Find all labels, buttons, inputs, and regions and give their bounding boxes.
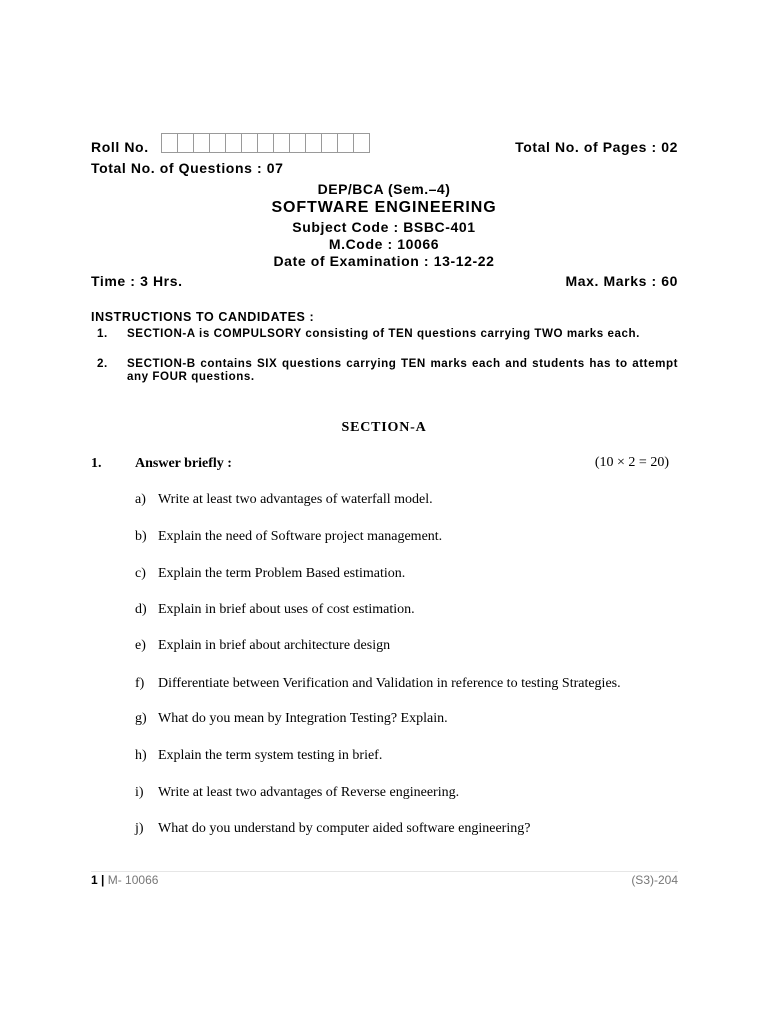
footer-divider: [91, 871, 678, 872]
sub-question-text: Explain in brief about architecture design: [158, 638, 391, 653]
page-number: 1: [91, 873, 98, 887]
roll-number-box: [161, 133, 178, 153]
roll-number-box: [225, 133, 242, 153]
sub-question-text: What do you mean by Integration Testing? Explain.: [158, 711, 448, 726]
course-name: DEP/BCA (Sem.–4): [317, 181, 451, 197]
sub-question-f: [135, 676, 621, 692]
roll-number-box: [321, 133, 338, 153]
sub-question-letter: c): [135, 566, 146, 581]
total-pages: Total No. of Pages : 02: [515, 139, 678, 155]
subject-title: SOFTWARE ENGINEERING: [271, 199, 497, 216]
footer-right-code: (S3)-204: [631, 873, 678, 887]
instruction-text: SECTION-A is COMPULSORY consisting of TEN questions carrying TWO marks each.: [127, 327, 640, 340]
section-a-heading: SECTION-A: [341, 420, 427, 435]
sub-question-text: Explain the term Problem Based estimation.: [158, 566, 406, 581]
question-marks: (10 × 2 = 20): [594, 455, 669, 470]
instruction-number: 2.: [97, 357, 108, 370]
sub-question-text: Differentiate between Verification and Validation in reference to testing Strategies.: [158, 676, 621, 691]
question-text: Answer briefly :: [135, 456, 232, 471]
sub-question-letter: j): [135, 821, 144, 836]
sub-question-letter: g): [135, 711, 147, 726]
footer-separator: |: [101, 873, 105, 887]
sub-question-b: [135, 529, 442, 545]
roll-number-box: [257, 133, 274, 153]
sub-question-text: Explain the term system testing in brief.: [158, 748, 383, 763]
sub-question-e: [135, 638, 390, 654]
sub-question-letter: f): [135, 676, 145, 691]
roll-number-box: [193, 133, 210, 153]
sub-question-text: What do you understand by computer aided software engineering?: [158, 821, 531, 836]
roll-number-box: [273, 133, 290, 153]
roll-number-box: [337, 133, 354, 153]
sub-question-text: Write at least two advantages of waterfall model.: [158, 492, 433, 507]
sub-question-text: Write at least two advantages of Reverse engineering.: [158, 785, 460, 800]
total-questions: Total No. of Questions : 07: [91, 160, 284, 176]
roll-number-box: [305, 133, 322, 153]
roll-number-box: [289, 133, 306, 153]
footer-code: M- 10066: [107, 873, 159, 887]
question-number: 1.: [91, 456, 102, 471]
exam-time: Time : 3 Hrs.: [91, 273, 183, 289]
sub-question-j: [135, 821, 530, 837]
sub-question-letter: b): [135, 529, 147, 544]
instructions-title: INSTRUCTIONS TO CANDIDATES :: [91, 310, 315, 324]
sub-question-h: [135, 748, 382, 764]
instruction-item: [91, 357, 678, 383]
sub-question-d: [135, 602, 415, 618]
roll-number-label: Roll No.: [91, 139, 149, 155]
sub-question-letter: i): [135, 785, 144, 800]
subject-code: Subject Code : BSBC-401: [292, 219, 476, 235]
sub-question-letter: d): [135, 602, 147, 617]
sub-question-i: [135, 785, 459, 801]
max-marks: Max. Marks : 60: [565, 273, 678, 289]
sub-question-text: Explain in brief about uses of cost estimation.: [158, 602, 415, 617]
sub-question-a: [135, 492, 433, 508]
sub-question-letter: e): [135, 638, 146, 653]
sub-question-letter: h): [135, 748, 147, 763]
footer-page-info: [91, 873, 158, 887]
roll-number-boxes: [161, 133, 369, 153]
instruction-number: 1.: [97, 327, 108, 340]
roll-number-box: [353, 133, 370, 153]
roll-number-box: [209, 133, 226, 153]
roll-number-box: [241, 133, 258, 153]
sub-question-c: [135, 566, 405, 582]
exam-date: Date of Examination : 13-12-22: [273, 253, 495, 269]
roll-number-box: [177, 133, 194, 153]
m-code: M.Code : 10066: [328, 236, 440, 252]
sub-question-text: Explain the need of Software project management.: [158, 529, 443, 544]
sub-question-g: [135, 711, 448, 727]
sub-question-letter: a): [135, 492, 146, 507]
instruction-item: [91, 327, 678, 340]
instruction-text: SECTION-B contains SIX questions carrying TEN marks each and students has to attempt any FOUR questions.: [127, 357, 678, 383]
